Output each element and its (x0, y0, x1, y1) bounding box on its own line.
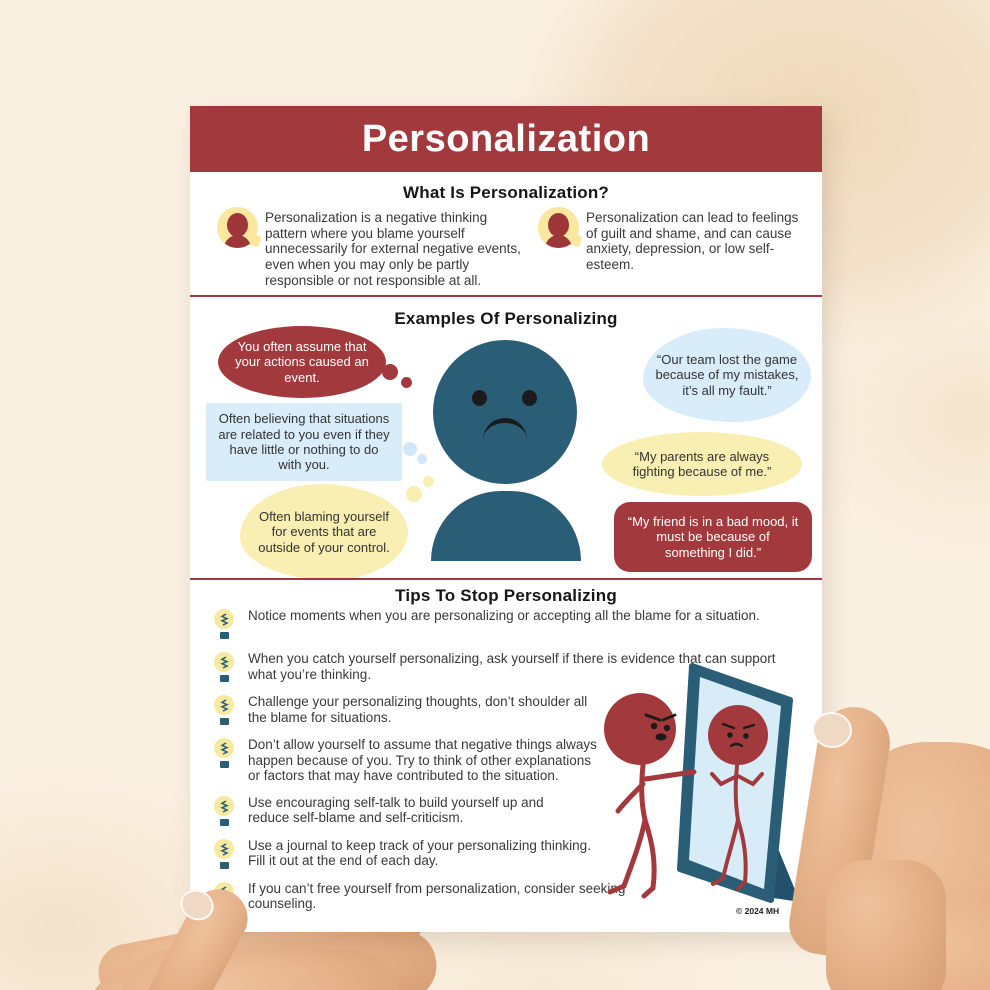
section-divider (190, 578, 822, 580)
thought-dot (382, 364, 398, 380)
section-divider (190, 295, 822, 297)
tip-text: Notice moments when you are personalizing or accepting all the blame for a situation. (248, 608, 760, 623)
lightbulb-icon (213, 795, 248, 827)
worksheet-paper (190, 106, 822, 932)
what-paragraph-left: Personalization is a negative thinking pattern where you blame yourself unnecessarily for external negative events, even when you may only be partly responsible or not responsible at all. (265, 210, 521, 288)
thought-dot (423, 476, 434, 487)
page-title: Personalization (361, 117, 651, 160)
person-avatar-head (548, 213, 569, 237)
speech-cloud-blue: “Our team lost the game because of my mistakes, it’s all my fault.” (643, 328, 811, 422)
tip-text: Use a journal to keep track of your personalizing thinking. Fill it out at the end of each day. (248, 837, 591, 869)
person-avatar-shoulders (545, 235, 572, 248)
speech-bubble-yellow: “My parents are always fighting because of me.” (602, 432, 802, 496)
tip-text: When you catch yourself personalizing, ask yourself if there is evidence that can support what you’re thinking. (248, 651, 776, 682)
title-banner (190, 106, 822, 172)
thought-dot (406, 486, 422, 502)
tip-text: Use encouraging self-talk to build yourself up and reduce self-blame and self-criticism. (248, 794, 544, 826)
person-avatar-icon (217, 207, 261, 249)
what-paragraph-right: Personalization can lead to feelings of guilt and shame, and can cause anxiety, depression, or low self-esteem. (586, 210, 799, 272)
lightbulb-icon (213, 694, 248, 726)
tip-text: Challenge your personalizing thoughts, don’t shoulder all the blame for situations. (248, 694, 588, 725)
avatar-shoulders (431, 491, 581, 561)
person-avatar-blob (217, 207, 258, 248)
section-heading-tips: Tips To Stop Personalizing (395, 586, 617, 605)
avatar-eye (522, 390, 537, 406)
example-box-blue: Often believing that situations are related to you even if they have little or nothing to do with you. (206, 403, 402, 481)
avatar-eye (472, 390, 487, 406)
lightbulb-icon (213, 838, 248, 870)
section-heading-what: What Is Personalization? (403, 183, 609, 202)
person-avatar-head (227, 213, 248, 237)
thought-dot (417, 454, 427, 464)
thought-cloud-yellow: Often blaming yourself for events that are outside of your control. (240, 484, 408, 580)
right-thumb-base (826, 860, 946, 990)
thought-bubble-red: You often assume that your actions caused an event. (218, 326, 386, 398)
person-avatar-blob (538, 207, 579, 248)
person-avatar-shoulders (224, 235, 251, 248)
avatar-frown (483, 418, 527, 440)
lightbulb-icon (213, 608, 248, 640)
tip-text: If you can’t free yourself from personalization, consider seeking counseling. (248, 880, 626, 912)
lightbulb-icon (213, 737, 248, 769)
person-avatar-icon (538, 207, 582, 249)
thought-dot (401, 377, 412, 388)
lightbulb-icon (213, 651, 248, 683)
copyright-text: © 2024 MH (736, 906, 780, 916)
tip-text: Don’t allow yourself to assume that negative things always happen because of you. Try to think of other explanations or factors that may have contributed to the situation. (248, 737, 597, 784)
tip-item (213, 608, 813, 640)
mirror-illustration (595, 662, 805, 910)
sad-face-icon (433, 340, 577, 484)
section-heading-examples: Examples Of Personalizing (394, 309, 618, 328)
thought-dot (403, 442, 417, 456)
speech-bubble-red: “My friend is in a bad mood, it must be because of something I did.” (614, 502, 812, 572)
